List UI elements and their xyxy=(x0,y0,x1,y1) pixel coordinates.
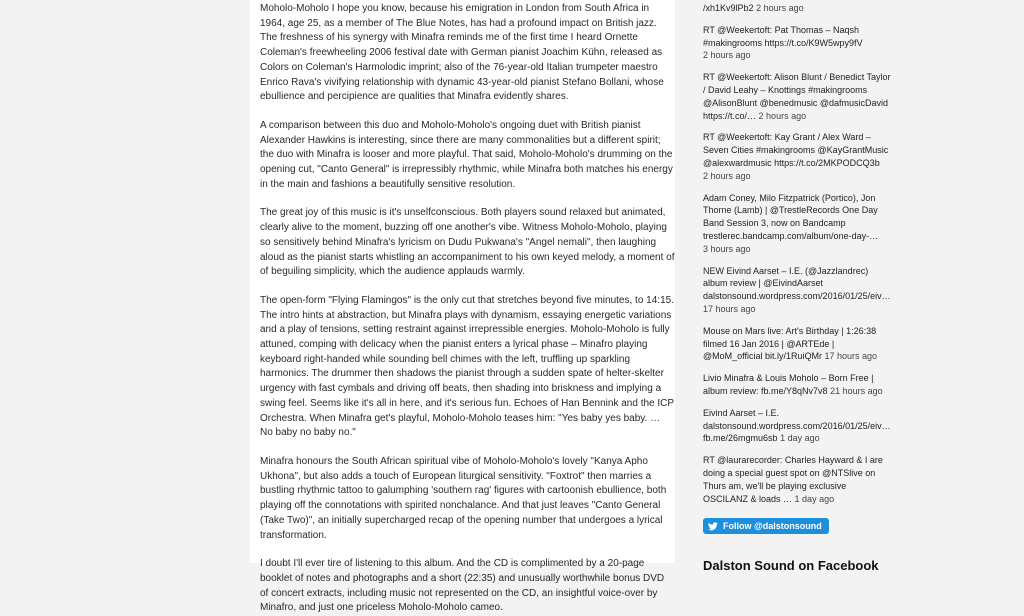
article-paragraph-4: The open-form "Flying Flamingos" is the only cut that stretches beyond five minutes, to 14:15. The intro hints at abstraction, but Minafra plays with dynamism, essaying energetic variations and a play of tensions, setting restraint against irrepressible energies. Moholo-Moholo is fully attuned, comping with delicacy when the pianist enters a lyrical phase – Minafro playing keyboard right-handed while sounding bell chimes with the left, truffling up sparkling harmonics. The drummer then shadows the pianist through a sudden spate of helter-skelter urgency with fast cymbals and driving off beats, then shading into briskness and implying a swing feel. Seems like it's all in here, and it's serious fun. Echoes of Han Bennink and the ICP Orchestra. When Minafra get's playful, Moholo-Moholo teases him: "Yes baby yes baby. … No baby no baby no." xyxy=(260,294,674,439)
tweet-text[interactable]: /xh1Kv9lPb2 xyxy=(703,3,754,13)
article-paragraph-3: The great joy of this music is it's unselfconscious. Both players sound relaxed but animated, clearly alive to the moment, buzzing off one another's vibe. Witness Moholo-Moholo, playing so sensitively behind Minafra's lyricism on Dudu Pukwana's "Angel nemali", then laughing aloud as the pianist starts whistling an accompaniment to his own keyed melody, a moment of of beguiling simplicity, which the audience applauds warmly. xyxy=(260,207,675,278)
tweet-item[interactable] xyxy=(693,325,893,363)
tweet-item[interactable] xyxy=(693,192,893,256)
tweet-item[interactable] xyxy=(693,71,893,122)
tweet-text[interactable]: Livio Minafra & Louis Moholo – Born Free | album review: fb.me/Y8qNv7v8 xyxy=(703,373,874,396)
tweet-item[interactable] xyxy=(693,24,893,62)
right-gutter xyxy=(893,0,1024,563)
article-paragraph-5: Minafra honours the South African spiritual vibe of Moholo-Moholo's lovely "Kanya Apho Ukhona", but also adds a touch of European liturgical sensitivity. "Foxtrot" then marries a bustling rhythmic tattoo to galumphing 'southern rag' figures with cartoonish ebullience, both playing off the connotations with spirited nonchalance. And that just leaves "Canto General (Take Two)", an initially supercharged recap of the opening number that undergoes a lyrical transformation. xyxy=(260,455,667,541)
tweet-text[interactable]: Eivind Aarset – I.E. dalstonsound.wordpress.com/2016/01/25/eiv… fb.me/26mgmu6sb xyxy=(703,407,891,444)
tweet-time[interactable]: 21 hours ago xyxy=(830,385,883,396)
tweet-item[interactable] xyxy=(693,407,893,445)
tweet-time[interactable]: 3 hours ago xyxy=(703,243,751,254)
tweet-item[interactable] xyxy=(693,2,893,15)
article-paragraph-1: Moholo-Moholo I hope you know, because his emigration in London from South Africa in 1964, age 25, as a member of The Blue Notes, has had a profound impact on British jazz. The freshness of his synergy with Minafra reminds me of the first time I heard Ornette Coleman's freewheeling 2006 festival date with German pianist Joachim Kühn, released as Colors on Coleman's Harmolodic imprint; also of the 76-year-old Italian trumpeter maestro Enrico Rava's vivifying relationship with dynamic 43-year-old pianist Stefano Bollani, whose ebullience and percipience are qualities that Minafra evidently shares. xyxy=(260,3,664,103)
tweet-item[interactable] xyxy=(693,131,893,182)
article-body xyxy=(250,0,675,614)
follow-button-label: Follow @dalstonsound xyxy=(723,521,822,532)
tweet-text[interactable]: Adam Coney, Milo Fitzpatrick (Portico), Jon Thorne (Lamb) | @TrestleRecords One Day Band Session 3, now on Bandcamp trestlerec.bandcamp.com/album/one-day-… xyxy=(703,192,879,241)
article-paragraph-6: I doubt I'll ever tire of listening to this album. And the CD is complimented by a 20-page booklet of notes and photographs and a short (22:35) and unusually worthwhile bonus DVD of concert extracts, including music not represented on the CD, an insightful voice-over by Minafro, and just one priceless Moholo-Moholo cameo. xyxy=(260,558,665,614)
tweet-time[interactable]: 2 hours ago xyxy=(758,110,807,121)
tweet-time[interactable]: 17 hours ago xyxy=(703,303,756,314)
tweet-text[interactable]: RT @Weekertoft: Kay Grant / Alex Ward – Seven Cities #makingrooms @KayGrantMusic @alexwardmusic https://t.co/2MKPODCQ3b xyxy=(703,132,889,168)
twitter-sidebar xyxy=(693,0,893,573)
tweet-text[interactable]: RT @Weekertoft: Pat Thomas – Naqsh #makingrooms https://t.co/K9W5wpy9fV xyxy=(703,24,863,48)
tweet-time[interactable]: 1 day ago xyxy=(780,433,820,444)
tweet-text[interactable]: NEW Eivind Aarset – I.E. (@Jazzlandrec) album review | @EivindAarset dalstonsound.wordpress.com/2016/01/25/eiv… xyxy=(703,265,891,302)
tweet-time[interactable]: 2 hours ago xyxy=(703,170,751,181)
tweet-item[interactable] xyxy=(693,372,893,398)
tweet-time[interactable]: 17 hours ago xyxy=(824,351,878,362)
tweet-time[interactable]: 2 hours ago xyxy=(703,50,751,61)
tweet-text[interactable]: RT @laurarecorder: Charles Hayward & I are doing a special guest spot on @NTSlive on Thurs am, we'll be playing exclusive OSCILANZ & loads … xyxy=(703,455,883,504)
tweet-item[interactable] xyxy=(693,454,893,505)
article-paragraph-2: A comparison between this duo and Moholo-Moholo's ongoing duet with British pianist Alexander Hawkins is interesting, since there are many commonalities but a different spirit; the duo with Minafra is looser and more playful. That said, Moholo-Moholo's drumming on the opening cut, "Canto General" is irrepressibly rhythmic, while Minafra both matches his energy in the main and fashions a beautifully sensitive resolution. xyxy=(260,119,673,190)
tweet-text[interactable]: RT @Weekertoft: Alison Blunt / Benedict Taylor / David Leahy – Knottings #makingrooms @AlisonBlunt @benedmusic @dafmusicDavid https://t.co/… xyxy=(703,72,891,121)
facebook-section-heading: Dalston Sound on Facebook xyxy=(703,557,879,573)
twitter-follow-button[interactable] xyxy=(703,518,829,534)
tweet-time[interactable]: 2 hours ago xyxy=(756,3,804,13)
tweet-time[interactable]: 1 day ago xyxy=(794,493,835,504)
tweet-item[interactable] xyxy=(693,265,893,316)
tweet-text[interactable]: Mouse on Mars live: Art's Birthday | 1:26:38 filmed 16 Jan 2016 | @ARTEde | @MoM_official bit.ly/1RuiQMr xyxy=(703,325,877,362)
twitter-bird-icon xyxy=(708,522,718,531)
